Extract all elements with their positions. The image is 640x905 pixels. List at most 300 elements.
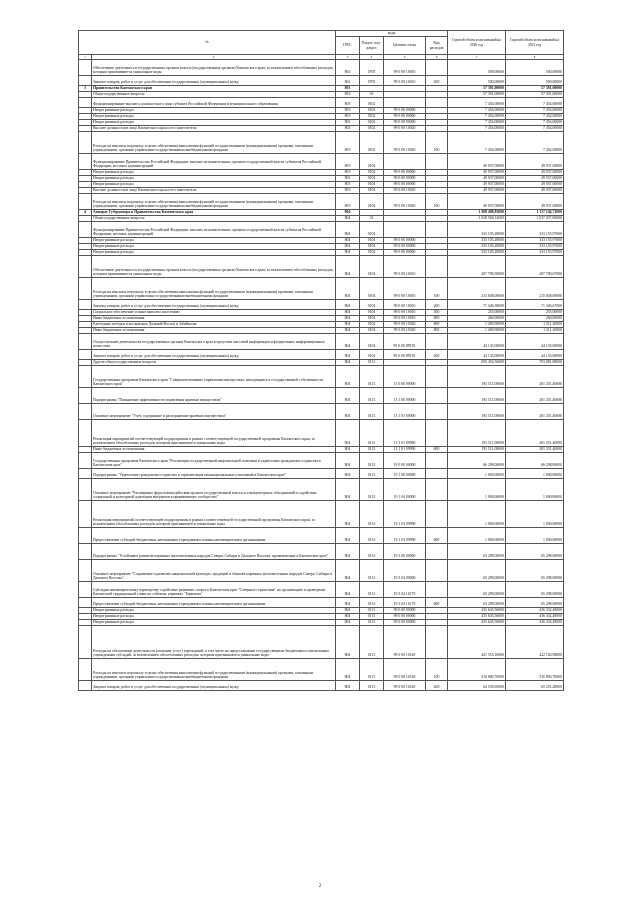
row-amount-2021: 7 454,00000	[506, 98, 564, 108]
row-name: Непрограммные расходы	[92, 120, 336, 126]
row-amount-2020: 7 454,00000	[448, 114, 506, 120]
row-name: Основное мероприятие "Сохранение и развитие национальной культуры, традиций и обычаев коренных малочисленных народов Севера, Сибири и Дальнего Востока"	[92, 560, 336, 582]
row-amount-2021: 436 332,48000	[506, 614, 564, 620]
row-name: Общегосударственные вопросы	[92, 216, 336, 222]
table-row	[79, 626, 564, 659]
row-target-article: 99 0 00 00000	[384, 170, 426, 176]
row-amount-2020: 57 391,00000	[448, 86, 506, 92]
row-name: Предоставление субсидий бюджетным, автономным учреждениям и иным некоммерческим организациям	[92, 598, 336, 608]
row-target-article	[384, 154, 426, 170]
row-section: 0102	[360, 132, 384, 154]
row-amount-2020: 64 539,05000	[448, 681, 506, 691]
row-amount-2021: 436 332,48000	[506, 620, 564, 626]
row-target-article: 19 3 04 00000	[384, 560, 426, 582]
row-target-article: 99 0 00 10020	[384, 126, 426, 132]
row-amount-2020: 500,00000	[448, 76, 506, 86]
table-row	[79, 222, 564, 238]
row-amount-2021: 7 454,00000	[506, 132, 564, 154]
row-name: Иные бюджетные ассигнования	[92, 328, 336, 334]
row-number	[79, 278, 92, 300]
row-section: 0104	[360, 170, 384, 176]
row-name: Реализация мероприятий соответствующей подпрограммы в рамках соответствующей государственной программы Камчатского края, за исключением обособленных расходов, которым присваиваются уникальные коды	[92, 420, 336, 447]
row-section: 0113	[360, 620, 384, 626]
table-row	[79, 404, 564, 420]
row-amount-2020: 193 511,00000	[448, 420, 506, 447]
row-name: Субсидия некоммерческому партнерству содействие развитию спорта в Камчатском крае "Северные странствия" на организацию и проведение Камчатской традиционной гонки на собачьих упряжках "Берингия"	[92, 582, 336, 598]
row-name: Иные бюджетные ассигнования	[92, 447, 336, 453]
row-amount-2020: 44 135,00000	[448, 350, 506, 360]
row-grbs: 803	[336, 92, 360, 98]
row-amount-2020: 255,00000	[448, 310, 506, 316]
row-grbs: 804	[336, 350, 360, 360]
row-amount-2021: 7 454,00000	[506, 108, 564, 114]
row-expense-type: 600	[426, 598, 448, 608]
row-section: 0104	[360, 154, 384, 170]
row-amount-2021: 316 800,70000	[506, 659, 564, 681]
row-number	[79, 154, 92, 170]
row-target-article: 13 1 01 09990	[384, 420, 426, 447]
row-target-article: 99 0 00 98Т01	[384, 334, 426, 350]
row-target-article: 99 0 00 10020	[384, 132, 426, 154]
row-amount-2021: 1 000,00000	[506, 501, 564, 528]
row-name: Правительство Камчатского края	[92, 86, 336, 92]
row-section: 0113	[360, 420, 384, 447]
row-amount-2020: 49 937,00000	[448, 176, 506, 182]
row-name: Непрограммные расходы	[92, 614, 336, 620]
row-number	[79, 420, 92, 447]
row-expense-type	[426, 222, 448, 238]
row-name: Расходы на выплаты персоналу в целях обеспечения выполнения функций государственными (муниципальными) органами, казенными учреждениями, органами управления государственными внебюджетными фондами	[92, 132, 336, 154]
row-amount-2020: 421 553,16000	[448, 626, 506, 659]
row-grbs: 804	[336, 469, 360, 479]
row-grbs: 804	[336, 244, 360, 250]
row-amount-2021: 7 454,00000	[506, 126, 564, 132]
row-section: 0104	[360, 250, 384, 256]
row-name: Аппарат Губернатора и Правительства Камчатского края	[92, 210, 336, 216]
row-section: 0113	[360, 388, 384, 404]
table-row	[79, 334, 564, 350]
row-grbs: 804	[336, 238, 360, 244]
row-grbs: 804	[336, 366, 360, 388]
row-grbs: 804	[336, 447, 360, 453]
row-target-article: 99 0 00 10010	[384, 300, 426, 310]
row-name: Закупка товаров, работ и услуг для обеспечения государственных (муниципальных) нужд	[92, 681, 336, 691]
row-amount-2020: 1 000,00000	[448, 479, 506, 501]
row-expense-type: 600	[426, 528, 448, 544]
row-section: 0104	[360, 182, 384, 188]
row-grbs: 804	[336, 256, 360, 278]
row-amount-2021: 500,00000	[506, 60, 564, 76]
row-section: 0113	[360, 614, 384, 620]
row-name: Расходы на обеспечение деятельности (оказание услуг) учреждений, в том числе на предоставление государственным бюджетным и автономным учреждениям субсидий, за исключением обособленных расходов, которым присваиваются уникальные коды	[92, 626, 336, 659]
row-section: 0113	[360, 360, 384, 366]
row-amount-2020: 695 454,56000	[448, 360, 506, 366]
column-number: 4	[360, 55, 384, 60]
row-expense-type	[426, 366, 448, 388]
row-grbs: 804	[336, 360, 360, 366]
column-number: 7	[448, 55, 506, 60]
row-name: Осуществление деятельности государственных органов Камчатского края в средствах массовой информации и федеральных информационных агентствах	[92, 334, 336, 350]
row-expense-type	[426, 544, 448, 560]
row-amount-2021: 201 251,40000	[506, 404, 564, 420]
row-expense-type: 800	[426, 322, 448, 328]
budget-table	[78, 30, 564, 691]
table-row	[79, 420, 564, 447]
row-amount-2020: 193 511,00000	[448, 366, 506, 388]
row-target-article: 99 0 00 10010	[384, 316, 426, 322]
row-expense-type: 800	[426, 328, 448, 334]
row-section: 0104	[360, 328, 384, 334]
row-target-article: 99 0 00 00000	[384, 114, 426, 120]
row-grbs: 804	[336, 404, 360, 420]
table-row	[79, 154, 564, 170]
header-grbs: ГРБС	[336, 37, 360, 55]
row-expense-type: 800	[426, 316, 448, 322]
row-amount-2020: 7 454,00000	[448, 132, 506, 154]
row-amount-2021: 49 937,00000	[506, 194, 564, 210]
row-target-article: 19 0 00 00000	[384, 453, 426, 469]
row-amount-2020: 435 645,56000	[448, 620, 506, 626]
row-target-article	[384, 222, 426, 238]
row-grbs: 804	[336, 316, 360, 322]
row-expense-type: 100	[426, 132, 448, 154]
row-amount-2021: 215 848,00000	[506, 278, 564, 300]
row-section: 0113	[360, 447, 384, 453]
row-target-article: 99 0 00 00000	[384, 176, 426, 182]
row-target-article: 99 0 00 10140	[384, 626, 426, 659]
row-amount-2020: 49 937,00000	[448, 182, 506, 188]
row-section: 0104	[360, 322, 384, 328]
row-grbs: 803	[336, 154, 360, 170]
row-number	[79, 659, 92, 681]
row-grbs: 803	[336, 126, 360, 132]
row-grbs: 804	[336, 582, 360, 598]
row-expense-type	[426, 453, 448, 469]
row-section: 0104	[360, 350, 384, 360]
row-grbs: 804	[336, 310, 360, 316]
row-amount-2020: 7 454,00000	[448, 108, 506, 114]
row-amount-2021: 1 000,00000	[506, 469, 564, 479]
row-expense-type	[426, 560, 448, 582]
row-grbs: 803	[336, 114, 360, 120]
row-target-article: 99 0 00 10320	[384, 328, 426, 334]
row-number	[79, 479, 92, 501]
header-year-2021: Годовой объем ассигнований на 2021 год	[506, 31, 564, 55]
row-number	[79, 501, 92, 528]
row-expense-type: 100	[426, 278, 448, 300]
table-row	[79, 659, 564, 681]
row-amount-2021: 65 298,00000	[506, 582, 564, 598]
row-grbs: 803	[336, 132, 360, 154]
row-name: Высшее должностное лицо Камчатского края и его заместители	[92, 126, 336, 132]
row-name: Социальное обеспечение и иные выплаты населению	[92, 310, 336, 316]
row-name: Подпрограмма "Повышение эффективности управления краевым имуществом"	[92, 388, 336, 404]
row-amount-2020: 215 848,00000	[448, 278, 506, 300]
row-grbs: 804	[336, 216, 360, 222]
row-target-article: 13 1 00 00000	[384, 388, 426, 404]
row-expense-type	[426, 154, 448, 170]
row-target-article: 99 0 00 00000	[384, 244, 426, 250]
table-row	[79, 76, 564, 86]
row-amount-2020: 287 709,38000	[448, 256, 506, 278]
row-section: 01	[360, 92, 384, 98]
row-name: Непрограммные расходы	[92, 250, 336, 256]
row-grbs: 804	[336, 479, 360, 501]
row-expense-type: 300	[426, 310, 448, 316]
row-number	[79, 453, 92, 469]
row-target-article: 99 0 00 10140	[384, 659, 426, 681]
row-grbs: 804	[336, 626, 360, 659]
table-row	[79, 453, 564, 469]
row-amount-2020: 65 298,00000	[448, 544, 506, 560]
header-expense-type: Вид расходов	[426, 37, 448, 55]
row-amount-2021: 49 937,00000	[506, 182, 564, 188]
row-number	[79, 544, 92, 560]
row-section: 0104	[360, 176, 384, 182]
table-row	[79, 501, 564, 528]
row-expense-type	[426, 98, 448, 108]
row-name: Подпрограмма "Укрепление гражданского единства и гармонизация межнациональных отношений в Камчатском крае"	[92, 469, 336, 479]
row-name: Расходы на выплаты персоналу в целях обеспечения выполнения функций государственными (муниципальными) органами, казенными учреждениями, органами управления государственными внебюджетными фондами	[92, 194, 336, 210]
row-name: Непрограммные расходы	[92, 170, 336, 176]
table-row	[79, 560, 564, 582]
row-expense-type	[426, 420, 448, 447]
row-number	[79, 300, 92, 310]
row-section: 0705	[360, 60, 384, 76]
row-target-article: 99 0 00 10010	[384, 256, 426, 278]
row-target-article: 99 0 00 10140	[384, 681, 426, 691]
row-amount-2020: 435 645,56000	[448, 608, 506, 614]
row-amount-2021: 49 937,00000	[506, 170, 564, 176]
row-amount-2020: 435 645,56000	[448, 614, 506, 620]
table-body	[79, 60, 564, 691]
row-amount-2021: 1 000,00000	[506, 528, 564, 544]
row-amount-2020: 1 308 488,83000	[448, 210, 506, 216]
row-amount-2020: 57 391,00000	[448, 92, 506, 98]
row-expense-type: 200	[426, 76, 448, 86]
row-amount-2020: 333 105,28000	[448, 244, 506, 250]
header-section: Раздел, под- раздел	[360, 37, 384, 55]
row-amount-2021: 44 135,00000	[506, 350, 564, 360]
row-section: 0104	[360, 256, 384, 278]
row-amount-2021: 436 332,48000	[506, 608, 564, 614]
row-amount-2020: 49 937,00000	[448, 154, 506, 170]
row-grbs: 804	[336, 322, 360, 328]
row-grbs: 803	[336, 170, 360, 176]
table-row	[79, 681, 564, 691]
row-number	[79, 334, 92, 350]
row-amount-2020: 66 298,00000	[448, 453, 506, 469]
row-amount-2021: 333 155,97000	[506, 222, 564, 238]
row-name: Непрограммные расходы	[92, 108, 336, 114]
row-amount-2021: 1 117 146,71000	[506, 210, 564, 216]
row-name: Непрограммные расходы	[92, 176, 336, 182]
table-row	[79, 350, 564, 360]
row-grbs: 804	[336, 210, 360, 216]
row-name: Функционирование Правительства Российской Федерации, высших исполнительных органов государственной власти субъектов Российской Федерации, местных администраций	[92, 154, 336, 170]
column-number: 2	[92, 55, 336, 60]
row-amount-2021: 260,00000	[506, 316, 564, 322]
row-grbs: 804	[336, 278, 360, 300]
row-section: 0104	[360, 188, 384, 194]
row-amount-2020: 44 135,00000	[448, 334, 506, 350]
row-target-article: 19 1 04 00000	[384, 479, 426, 501]
row-section: 0113	[360, 560, 384, 582]
row-target-article: 99 0 00 10020	[384, 188, 426, 194]
row-target-article: 13 0 00 00000	[384, 366, 426, 388]
row-section: 0104	[360, 278, 384, 300]
row-expense-type	[426, 479, 448, 501]
row-target-article: 99 0 00 10010	[384, 310, 426, 316]
row-amount-2020: 49 937,00000	[448, 170, 506, 176]
row-amount-2020: 1 000,00000	[448, 469, 506, 479]
row-grbs: 804	[336, 614, 360, 620]
row-number	[79, 256, 92, 278]
row-target-article: 99 0 00 10010	[384, 60, 426, 76]
row-amount-2021: 422 182,98000	[506, 626, 564, 659]
row-number	[79, 98, 92, 108]
row-grbs: 803	[336, 176, 360, 182]
row-number	[79, 598, 92, 608]
row-amount-2020: 49 937,00000	[448, 188, 506, 194]
row-amount-2021: 65 298,00000	[506, 560, 564, 582]
table-row	[79, 469, 564, 479]
row-amount-2021: 201 251,40000	[506, 366, 564, 388]
row-grbs: 804	[336, 544, 360, 560]
row-name: Реализация мероприятий соответствующей подпрограммы в рамках соответствующей государственной программы Камчатского края, за исключением обособленных расходов, которым присваиваются уникальные коды	[92, 501, 336, 528]
row-amount-2021: 333 155,97000	[506, 238, 564, 244]
row-section: 0104	[360, 244, 384, 250]
row-amount-2021: 65 298,00000	[506, 598, 564, 608]
row-amount-2020: 65 298,00000	[448, 582, 506, 598]
row-target-article: 99 0 00 00000	[384, 620, 426, 626]
row-section: 0102	[360, 98, 384, 108]
row-number	[79, 60, 92, 76]
row-amount-2021: 49 937,00000	[506, 188, 564, 194]
row-target-article: 99 0 00 00000	[384, 250, 426, 256]
row-amount-2020: 193 511,00000	[448, 447, 506, 453]
row-grbs: 804	[336, 608, 360, 614]
row-amount-2021: 1 311,30000	[506, 322, 564, 328]
table-row	[79, 278, 564, 300]
row-grbs: 804	[336, 560, 360, 582]
row-target-article: 99 0 00 10320	[384, 322, 426, 328]
row-name: Предоставление субсидий бюджетным, автономным учреждениям и иным некоммерческим организациям	[92, 528, 336, 544]
row-grbs: 804	[336, 250, 360, 256]
row-name: Общегосударственные вопросы	[92, 92, 336, 98]
row-target-article: 19 1 04 09990	[384, 501, 426, 528]
row-section: 0102	[360, 108, 384, 114]
row-name: Непрограммные расходы	[92, 182, 336, 188]
row-target-article: 99 0 00 00000	[384, 182, 426, 188]
row-grbs: 804	[336, 598, 360, 608]
table-row	[79, 388, 564, 404]
row-grbs: 803	[336, 98, 360, 108]
row-section: 0113	[360, 544, 384, 560]
row-name: Закупка товаров, работ и услуг для обеспечения государственных (муниципальных) нужд	[92, 76, 336, 86]
row-expense-type: 100	[426, 659, 448, 681]
row-amount-2021: 255,00000	[506, 310, 564, 316]
row-amount-2021: 333 155,97000	[506, 244, 564, 250]
row-target-article: 99 0 00 98Т01	[384, 350, 426, 360]
row-section: 0113	[360, 366, 384, 388]
row-amount-2020: 260,00000	[448, 316, 506, 322]
header-target-article: Целевая статья	[384, 37, 426, 55]
row-expense-type	[426, 334, 448, 350]
row-section: 0113	[360, 681, 384, 691]
column-number: 8	[506, 55, 564, 60]
row-target-article: 19 1 04 09990	[384, 528, 426, 544]
row-amount-2020: 193 511,00000	[448, 388, 506, 404]
row-grbs: 804	[336, 453, 360, 469]
row-section: 0102	[360, 120, 384, 126]
row-number	[79, 681, 92, 691]
header-codes: коды	[336, 31, 448, 37]
row-expense-type: 200	[426, 350, 448, 360]
row-name: Другие общегосударственные вопросы	[92, 360, 336, 366]
row-amount-2020: 333 105,28000	[448, 238, 506, 244]
row-target-article: 99 0 00 10020	[384, 194, 426, 210]
row-section: 0102	[360, 126, 384, 132]
row-expense-type: 200	[426, 681, 448, 691]
table-row	[79, 544, 564, 560]
row-amount-2021: 65 298,00000	[506, 544, 564, 560]
row-amount-2021: 49 937,00000	[506, 176, 564, 182]
row-amount-2021: 7 454,00000	[506, 114, 564, 120]
row-number	[79, 194, 92, 210]
row-section: 0113	[360, 608, 384, 614]
row-amount-2021: 71 346,67000	[506, 300, 564, 310]
row-name: Закупка товаров, работ и услуг для обеспечения государственных (муниципальных) нужд	[92, 350, 336, 360]
row-name: Непрограммные расходы	[92, 244, 336, 250]
row-section: 0113	[360, 479, 384, 501]
row-section: 0104	[360, 300, 384, 310]
row-target-article: 99 0 00 00000	[384, 238, 426, 244]
row-name: Государственная программа Камчатского края "Совершенствование управления имуществом, находящимся в государственной собственности Камчатского края"	[92, 366, 336, 388]
row-section: 0113	[360, 582, 384, 598]
column-number: 5	[384, 55, 426, 60]
row-amount-2020: 65 298,00000	[448, 598, 506, 608]
table-row	[79, 256, 564, 278]
row-name: Обеспечение деятельности государственных органов власти (государственных органов) Камчатского края, за исключением обособленных расходов, которым присваиваются уникальные коды	[92, 256, 336, 278]
row-amount-2020: 7 454,00000	[448, 120, 506, 126]
row-grbs: 804	[336, 222, 360, 238]
row-target-article: 13 1 01 00000	[384, 404, 426, 420]
row-amount-2021: 1 000,00000	[506, 479, 564, 501]
table-row	[79, 300, 564, 310]
row-grbs: 804	[336, 501, 360, 528]
row-target-article: 99 0 00 10010	[384, 76, 426, 86]
row-amount-2020: 49 937,00000	[448, 194, 506, 210]
row-section: 0113	[360, 453, 384, 469]
row-name: Обеспечение деятельности государственных органов власти (государственных органов) Камчатского края, за исключением обособленных расходов, которым присваиваются уникальные коды	[92, 60, 336, 76]
row-number	[79, 132, 92, 154]
table-row	[79, 479, 564, 501]
row-amount-2021: 287 709,67000	[506, 256, 564, 278]
row-number	[79, 388, 92, 404]
table-row	[79, 598, 564, 608]
row-grbs: 804	[336, 420, 360, 447]
row-amount-2021: 201 251,40000	[506, 388, 564, 404]
row-grbs: 804	[336, 328, 360, 334]
row-expense-type	[426, 388, 448, 404]
header-year-2020: Годовой объем ассигнований на 2020 год	[448, 31, 506, 55]
table-row	[79, 98, 564, 108]
row-grbs: 804	[336, 659, 360, 681]
row-number: 4	[79, 210, 92, 216]
row-amount-2021: 57 391,00000	[506, 92, 564, 98]
row-section: 0104	[360, 222, 384, 238]
